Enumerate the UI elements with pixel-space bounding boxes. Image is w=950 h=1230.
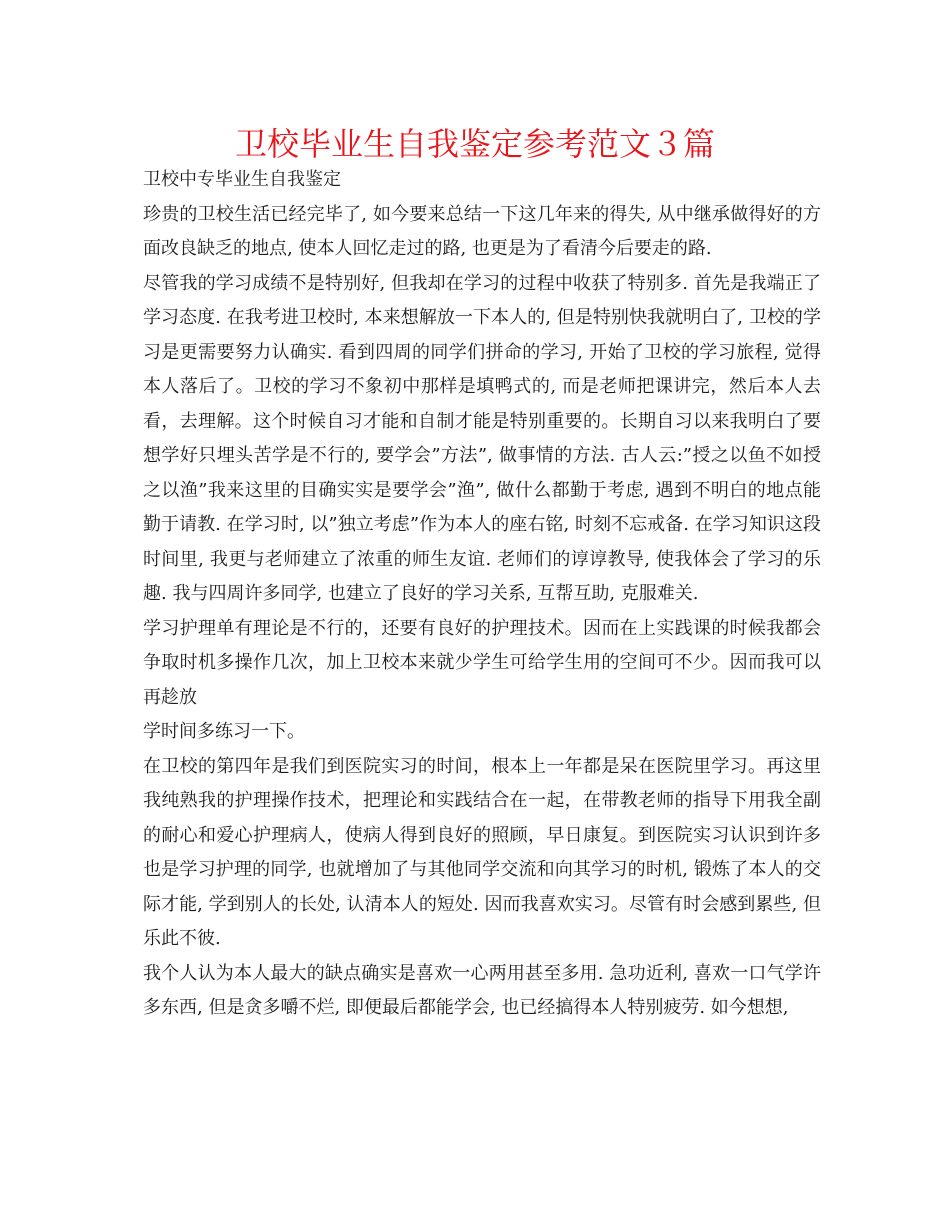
paragraph: 珍贵的卫校生活已经完毕了, 如今要来总结一下这几年来的得失, 从中继承做得好的方面改良缺乏的地点, 使本人回忆走过的路, 也更是为了看清今后要走的路. (143, 203, 821, 259)
document-body (143, 163, 821, 1026)
paragraph: 学习护理单有理论是不行的，还要有良好的护理技术。因而在上实践课的时候我都会争取时机多操作几次，加上卫校本来就少学生可给学生用的空间可不少。因而我可以再趁放 (143, 617, 821, 708)
paragraph: 在卫校的第四年是我们到医院实习的时间，根本上一年都是呆在医院里学习。再这里我纯熟我的护理操作技术，把理论和实践结合在一起，在带教老师的指导下用我全副的耐心和爱心护理病人，使病人得到良好的照顾，早日康复。到医院实习认识到许多也是学习护理的同学, 也就增加了与其他同学交流和向其学习的时机, 锻炼了本人的交际才能, 学到别人的长处, 认清本人的短处. 因而我喜欢实习。尽管有时会感到累些, 但乐此不彼. (143, 755, 821, 949)
paragraph: 尽管我的学习成绩不是特别好, 但我却在学习的过程中收获了特别多. 首先是我端正了学习态度. 在我考进卫校时, 本来想解放一下本人的, 但是特别快我就明白了, 卫校的学习是更需要努力认确实. 看到四周的同学们拼命的学习, 开始了卫校的学习旅程, 觉得本人落后了。卫校的学习不象初中那样是填鸭式的, 而是老师把课讲完，然后本人去看，去理解。这个时候自习才能和自制才能是特别重要的。长期自习以来我明白了要想学好只埋头苦学是不行的, 要学会”方法”, 做事情的方法. 古人云:”授之以鱼不如授之以渔”我来这里的目确实实是要学会”渔”, 做什么都勤于考虑, 遇到不明白的地点能勤于请教. 在学习时, 以”独立考虑”作为本人的座右铭, 时刻不忘戒备. 在学习知识这段时间里, 我更与老师建立了浓重的师生友谊. 老师们的谆谆教导, 使我体会了学习的乐趣. 我与四周许多同学, 也建立了良好的学习关系, 互帮互助, 克服难关. (143, 272, 821, 604)
document-title: 卫校毕业生自我鉴定参考范文３篇 (234, 125, 715, 163)
paragraph-subtitle: 卫校中专毕业生自我鉴定 (143, 169, 341, 190)
paragraph: 我个人认为本人最大的缺点确实是喜欢一心两用甚至多用. 急功近利, 喜欢一口气学许多东西, 但是贪多嚼不烂, 即便最后都能学会, 也已经搞得本人特别疲劳. 如今想想, (143, 962, 821, 1018)
paragraph: 学时间多练习一下。 (143, 721, 305, 742)
